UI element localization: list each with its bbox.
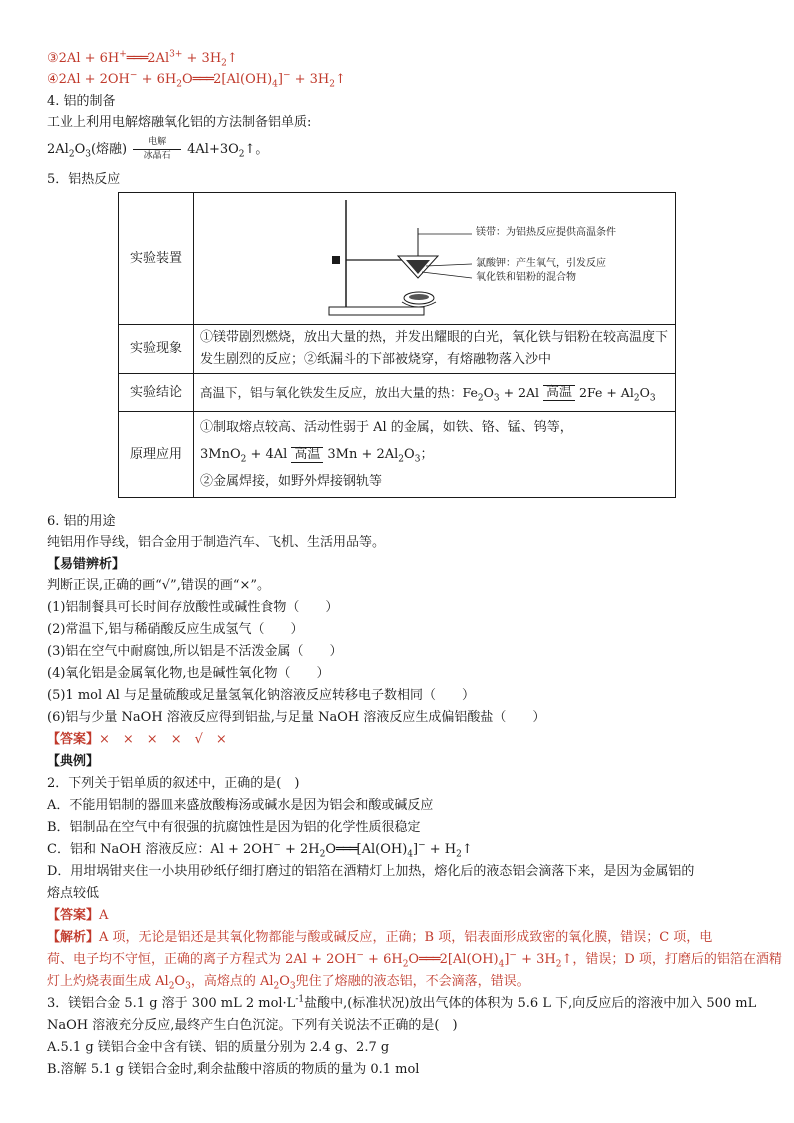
option-d-cont: 熔点较低: [47, 886, 100, 901]
principle-equation: 3MnO$_2$ + 4Al 高温 $3Mn + 2Al_2O_3$；: [200, 446, 434, 465]
judgement-item: (3)铝在空气中耐腐蚀,所以铝是不活泼金属（ ）: [47, 644, 343, 659]
fig-label: 氯酸钾：产生氧气，引发反应: [476, 257, 606, 269]
condition-bar: [133, 149, 181, 150]
condition-text: 高温: [543, 385, 575, 401]
chem-sub: 2: [402, 959, 409, 970]
eq4-part: ]: [277, 72, 283, 87]
eq3-part: ↑: [226, 51, 238, 66]
answer-label: 【答案】: [47, 732, 100, 747]
section-4-desc: 工业上利用电解熔融氧化铝的方法制备铝单质:: [47, 115, 312, 130]
chem-sub: 3: [493, 393, 500, 403]
eq4-part: 2[Al(OH): [213, 72, 273, 87]
judgement-item: (1)铝制餐具可长时间存放酸性或碱性食物（ ）: [47, 600, 339, 615]
reaction-condition: [133, 137, 181, 162]
chem-sub: 3: [185, 981, 191, 992]
analysis-label: 【解析】: [47, 930, 100, 945]
prep-sub: 3: [85, 149, 91, 160]
equals-sign: ═══: [419, 952, 440, 967]
table-row: [119, 193, 676, 325]
analysis-text: A 项，无论是铝还是其氧化物都能与酸或碱反应，正确；B 项，铝表面形成致密的氧化膜，错误；C 项，电: [99, 930, 713, 945]
eq3-sub: 2: [221, 58, 227, 69]
question-3-cont: NaOH 溶液充分反应,最终产生白色沉淀。下列有关说法不正确的是( ): [47, 1018, 458, 1033]
chem-sub: 2: [555, 959, 562, 970]
analysis-text: 灯上灼烧表面生成 Al: [47, 974, 169, 989]
condition-top: 电解: [148, 137, 167, 147]
table-row: [119, 412, 676, 498]
eq4-sup: −: [129, 70, 138, 81]
equation-3: [47, 49, 238, 69]
eq3-sup: +: [119, 49, 127, 60]
eq4-sub: 4: [272, 79, 278, 90]
eq3-part: + 3H: [182, 51, 222, 66]
table-row: [119, 374, 676, 412]
judgement-item: (2)常温下,铝与稀硝酸反应生成氢气（ ）: [47, 622, 304, 637]
analysis-line-2: 荷、电子均不守恒，正确的离子方程式为 $2Al + 2OH^- + 6H_2O═══2[Al(OH)_4]^-$ + $3H_2↑$，错误；D 项，打磨后的铝箔在酒精: [47, 950, 782, 970]
condition-text: 高温: [291, 447, 323, 463]
chem-sub: 3: [414, 454, 421, 465]
section-6-heading: 6. 铝的用途: [47, 514, 116, 529]
example-heading: 【典例】: [47, 754, 100, 769]
judgement-item: (5)1 mol Al 与足量硫酸或足量氢氧化钠溶液反应转移电子数相同（ ）: [47, 688, 475, 703]
analysis-text: ，高熔点的 Al: [190, 974, 274, 989]
chem-sub: 2: [319, 849, 326, 860]
eq4-sup: −: [282, 70, 291, 81]
q3-option-a: A.5.1 g 镁铝合金中含有镁、铝的质量分别为 2.4 g、2.7 g: [47, 1040, 390, 1055]
q3-option-b: B.溶解 5.1 g 镁铝合金时,剩余盐酸中溶质的物质的量为 0.1 mol: [47, 1062, 420, 1077]
apparatus-figure: [194, 194, 675, 324]
chem-sup: −: [509, 950, 517, 961]
fig-label: 镁带：为铝热反应提供高温条件: [476, 226, 616, 238]
chem-sub: 3: [649, 393, 656, 403]
chem-sub: 2: [273, 981, 280, 992]
prep-part: ↑。: [244, 142, 269, 157]
eq4-part: + 3H: [290, 72, 330, 87]
question-3-text: 3．镁铝合金 5.1 g 溶于 300 mL 2 mol·L: [47, 996, 296, 1011]
prep-sub: 2: [238, 149, 245, 160]
option-b: B．铝制品在空气中有很强的抗腐蚀性是因为铝的化学性质很稳定: [47, 820, 421, 835]
section-6-desc: 纯铝用作导线，铝合金用于制造汽车、飞机、生活用品等。: [47, 535, 386, 550]
table-row: [119, 325, 676, 374]
conclusion-cell: 高温下，铝与氧化铁发生反应，放出大量的热：$Fe_2O_3 + 2Al$ 高温 $2Fe + Al_2O_3$: [194, 374, 676, 412]
chem-sup: −: [273, 840, 281, 851]
row-label: 实验现象: [119, 325, 194, 374]
chem-sub: 4: [498, 959, 505, 970]
example-answer: [47, 906, 108, 926]
option-d: D．用坩埚钳夹住一小块用砂纸仔细打磨过的铝箔在酒精灯上加热，熔化后的液态铝会滴落下来，是因为金属铝的: [47, 864, 695, 879]
thermite-table: [118, 192, 676, 498]
analysis-text: 兜住了熔融的液态铝，不会滴落，错误。: [295, 974, 530, 989]
prep-part: 2Al: [47, 142, 69, 157]
row-label: 实验装置: [119, 193, 194, 325]
chem-sup: -1: [295, 994, 305, 1005]
chem-sub: 2: [240, 454, 247, 465]
chem-sub: 2: [398, 454, 405, 465]
judgement-item: (6)铝与少量 NaOH 溶液反应得到铝盐,与足量 NaOH 溶液反应生成偏铝酸盐（ ）: [47, 710, 546, 725]
prep-part: O: [74, 142, 86, 157]
chem-sub: 2: [477, 393, 484, 403]
reaction-condition: [291, 447, 323, 463]
conclusion-text: 高温下，铝与氧化铁发生反应，放出大量的热：Fe: [200, 384, 478, 400]
chem-sub: 2: [168, 981, 175, 992]
apparatus-cell: [194, 193, 676, 325]
chem-sup: −: [356, 950, 364, 961]
eq4-part: + 6H: [137, 72, 177, 87]
eq4-part: ↑: [335, 72, 346, 87]
prep-part: (熔融): [90, 142, 128, 157]
reaction-condition: [543, 385, 575, 401]
eq4-sub: 2: [329, 79, 335, 90]
row-label: 原理应用: [119, 412, 194, 498]
preparation-equation: [47, 136, 268, 164]
eq3-part: 2Al: [147, 51, 170, 66]
analysis-line-1: [47, 928, 712, 948]
condition-bottom: 冰晶石: [143, 151, 171, 161]
eq4-sub: 2: [176, 79, 182, 90]
principle-line-3: ②金属焊接，如野外焊接钢轨等: [200, 474, 383, 489]
chem-sub: 2: [633, 393, 640, 403]
question-3: [47, 994, 756, 1014]
answer-value: A: [99, 908, 109, 923]
fig-label: 氧化铁和铝粉的混合物: [476, 271, 576, 283]
equals-sign: ═══: [336, 842, 357, 857]
option-a: A．不能用铝制的器皿来盛放酸梅汤或碱水是因为铝会和酸或碱反应: [47, 798, 434, 813]
judgement-item: (4)氧化铝是金属氧化物,也是碱性氧化物（ ）: [47, 666, 330, 681]
principle-line-1: ①制取熔点较高、活动性弱于 Al 的金属，如铁、铬、锰、钨等，: [200, 420, 573, 435]
answer-marks: × × × × √ ×: [99, 732, 227, 747]
question-2: 2．下列关于铝单质的叙述中，正确的是( ): [47, 776, 300, 791]
chem-sup: −: [418, 840, 426, 851]
prep-part: 4Al+3O: [187, 142, 239, 157]
option-c-text: C．铝和 NaOH 溶液反应：Al + 2OH: [47, 842, 274, 857]
analysis-text: 荷、电子均不守恒，正确的离子方程式为 2Al + 2OH: [47, 952, 357, 967]
eq3-part: ③2Al + 6H: [47, 51, 120, 66]
eq4-part: ④2Al + 2OH: [47, 72, 130, 87]
section-5-heading: 5．铝热反应: [47, 172, 121, 187]
answer-label: 【答案】: [47, 908, 100, 923]
error-section-instruction: 判断正误,正确的画“√”,错误的画“×”。: [47, 578, 271, 593]
eq4-part: O: [181, 72, 193, 87]
prep-sub: 2: [68, 149, 75, 160]
analysis-line-3: 灯上灼烧表面生成 $Al_2O_3$，高熔点的 $Al_2O_3$兜住了熔融的液态铝，不会滴落，错误。: [47, 974, 530, 992]
error-section-heading: 【易错辨析】: [47, 557, 126, 572]
row-label: 实验结论: [119, 374, 194, 412]
option-c: C．铝和 NaOH 溶液反应：$Al + 2OH^- + 2H_2O═══[Al(OH)_4]^-$ + $H_2↑$: [47, 840, 473, 860]
analysis-text: ，错误；D 项，打磨后的铝箔在酒精: [572, 952, 782, 967]
phenomenon-cell: ①镁带剧烈燃烧，放出大量的热，并发出耀眼的白光，氧化铁与铝粉在较高温度下发生剧烈的反应；②纸漏斗的下部被烧穿，有熔融物落入沙中: [194, 325, 676, 374]
chem-sub: 3: [289, 981, 296, 992]
equals-sign: ═══: [126, 51, 148, 66]
chem-sub: 4: [407, 849, 414, 860]
equals-sign: ═══: [192, 72, 214, 87]
section-4-heading: 4. 铝的制备: [47, 94, 116, 109]
chem-sub: 2: [456, 849, 462, 860]
judgement-answer: [47, 730, 227, 750]
eq3-sup: 3+: [169, 49, 183, 60]
principle-cell: [194, 412, 676, 498]
equation-4: [47, 70, 346, 90]
question-3-text: 盐酸中,(标准状况)放出气体的体积为 5.6 L 下,向反应后的溶液中加入 500 mL: [304, 996, 757, 1011]
